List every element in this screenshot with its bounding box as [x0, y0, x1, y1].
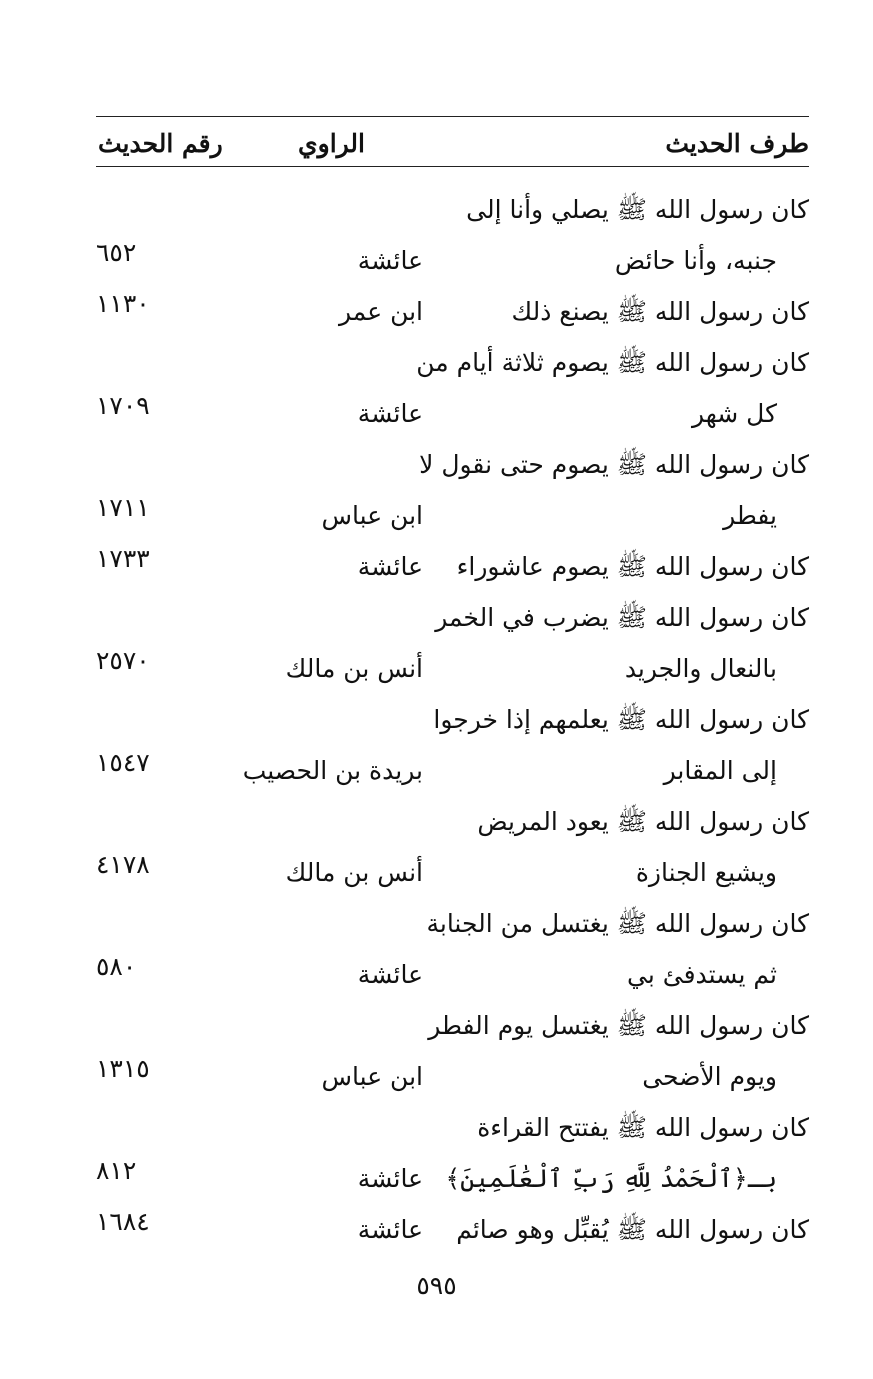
narrator-name: عائشة — [357, 1164, 423, 1193]
narrator-name: أنس بن مالك — [285, 654, 423, 683]
narrator-name: ابن عباس — [321, 1062, 423, 1091]
narrator-name: عائشة — [357, 552, 423, 581]
narrator-name: ابن عمر — [338, 297, 423, 326]
hadith-number: ١٧٠٩ — [96, 391, 150, 420]
narrator-name: أنس بن مالك — [285, 858, 423, 887]
page-number: ٥٩٥ — [416, 1271, 457, 1300]
hadith-number: ١٧٣٣ — [96, 544, 150, 573]
hadith-first-words: كان رسول الله ﷺ يضرب في الخمر — [435, 603, 809, 632]
narrator-name: عائشة — [357, 1215, 423, 1244]
column-header-first-words: طرف الحديث — [665, 129, 809, 158]
hadith-first-words: كان رسول الله ﷺ يصوم حتى نقول لا — [419, 450, 809, 479]
header-bottom-rule — [96, 166, 809, 167]
hadith-first-words-continued: يفطر — [723, 501, 777, 530]
hadith-first-words: كان رسول الله ﷺ يغتسل يوم الفطر — [428, 1011, 809, 1040]
hadith-number: ١٧١١ — [96, 493, 150, 522]
narrator-name: عائشة — [357, 960, 423, 989]
column-header-narrator: الراوي — [298, 129, 365, 158]
hadith-first-words-continued: جنبه، وأنا حائض — [614, 246, 777, 275]
hadith-first-words-continued: كل شهر — [691, 399, 777, 428]
hadith-first-words-continued: بـ﴿ٱلْحَمْدُ لِلَّهِ رَبِّ ٱلْعَٰلَمِينَ﴾ — [445, 1164, 777, 1193]
hadith-first-words: كان رسول الله ﷺ يصوم عاشوراء — [456, 552, 809, 581]
hadith-number: ١٣١٥ — [96, 1054, 150, 1083]
narrator-name: عائشة — [357, 246, 423, 275]
header-top-rule — [96, 116, 809, 117]
narrator-name: ابن عباس — [321, 501, 423, 530]
hadith-number: ٤١٧٨ — [96, 850, 150, 879]
hadith-first-words-continued: ويوم الأضحى — [642, 1062, 777, 1091]
hadith-number: ٢٥٧٠ — [96, 646, 150, 675]
hadith-number: ١٦٨٤ — [96, 1207, 150, 1236]
hadith-number: ٨١٢ — [96, 1156, 137, 1185]
hadith-first-words: كان رسول الله ﷺ يعود المريض — [477, 807, 809, 836]
hadith-first-words: كان رسول الله ﷺ يغتسل من الجنابة — [426, 909, 809, 938]
hadith-first-words: كان رسول الله ﷺ يصلي وأنا إلى — [466, 195, 809, 224]
hadith-first-words: كان رسول الله ﷺ يُقبِّل وهو صائم — [456, 1215, 809, 1244]
hadith-first-words-continued: ثم يستدفئ بي — [627, 960, 777, 989]
narrator-name: عائشة — [357, 399, 423, 428]
column-header-hadith-number: رقم الحديث — [98, 129, 223, 158]
hadith-number: ٥٨٠ — [96, 952, 137, 981]
hadith-number: ٦٥٢ — [96, 238, 137, 267]
hadith-first-words-continued: بالنعال والجريد — [624, 654, 777, 683]
hadith-first-words-continued: إلى المقابر — [663, 756, 777, 785]
hadith-first-words: كان رسول الله ﷺ يصوم ثلاثة أيام من — [416, 348, 809, 377]
hadith-first-words: كان رسول الله ﷺ يصنع ذلك — [511, 297, 809, 326]
narrator-name: بريدة بن الحصيب — [242, 756, 423, 785]
hadith-number: ١٥٤٧ — [96, 748, 150, 777]
hadith-first-words: كان رسول الله ﷺ يفتتح القراءة — [477, 1113, 809, 1142]
hadith-first-words: كان رسول الله ﷺ يعلمهم إذا خرجوا — [433, 705, 809, 734]
hadith-number: ١١٣٠ — [96, 289, 150, 318]
hadith-first-words-continued: ويشيع الجنازة — [635, 858, 777, 887]
